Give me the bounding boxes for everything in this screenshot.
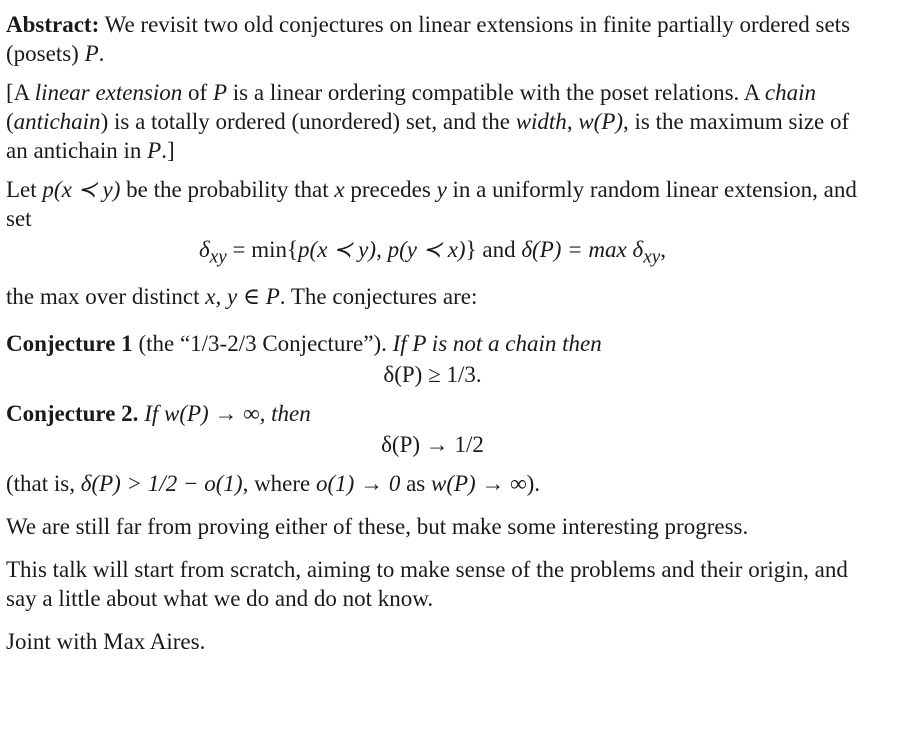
clar-text-2: , where [242, 470, 316, 496]
clar-math-1: δ(P) > 1/2 − o(1) [80, 470, 243, 496]
abstract-text: We revisit two old conjectures on linear extensions in finite partially ordered sets (posets) [6, 12, 851, 66]
term-width: width [515, 109, 567, 134]
conjecture-1-name: (the “1/3-2/3 Conjecture”). [132, 330, 387, 356]
clar-text-3: as [400, 470, 431, 496]
probability-expression: p(x ≺ y) [42, 177, 121, 202]
def-text-4: ) is a totally ordered (unordered) set, and the [100, 109, 516, 134]
prob-x-before-y: p(x ≺ y) [298, 237, 377, 262]
width-expression: w(P) [578, 109, 624, 134]
def-text-3: ( [6, 109, 14, 134]
conjecture-1 [6, 329, 859, 358]
prob-y-before-x: p(y ≺ x) [387, 237, 466, 262]
prob-text-2: be the probability that [120, 177, 335, 202]
max-text-2: . The conjectures are: [279, 283, 478, 309]
delta-definition-display [6, 235, 859, 272]
min-operator: = min{ [226, 237, 299, 262]
abstract-end: . [98, 41, 105, 66]
var-y: y [436, 177, 447, 202]
trailing-comma: , [660, 237, 666, 262]
prob-text-4: in a uniformly random linear extension, and set [6, 177, 857, 231]
conjecture-1-statement: If P is not a chain then [386, 330, 602, 356]
def-text-5: , [566, 109, 579, 134]
delta-symbol: δ [199, 237, 210, 262]
abstract-label: Abstract: [6, 12, 100, 37]
max-text-1: the max over distinct [6, 283, 206, 309]
def-close: .] [161, 138, 175, 163]
delta-subscript: xy [643, 246, 661, 268]
brace-close: } [465, 237, 477, 262]
conjecture-2-statement: If w(P) → ∞, then [138, 400, 311, 426]
delta-subscript: xy [209, 246, 227, 268]
var-x: x [334, 177, 345, 202]
def-open: [A [6, 80, 35, 105]
delta-of-P-max: δ(P) = max δ [521, 237, 644, 262]
def-text-2: is a linear ordering compatible with the poset relations. A [227, 80, 765, 105]
abstract-paragraph [6, 10, 859, 68]
clarification-paragraph [6, 469, 859, 498]
conjecture-2-display: δ(P) → 1/2 [381, 431, 484, 457]
definitions-paragraph [6, 78, 859, 165]
clar-math-3: w(P) → ∞ [431, 470, 527, 496]
conjecture-1-display: δ(P) ≥ 1/3. [383, 361, 482, 387]
clar-math-2: o(1) → 0 [316, 470, 401, 496]
clar-text-1: (that is, [6, 470, 81, 496]
max-note-paragraph [6, 282, 859, 311]
conjecture-1-heading: Conjecture 1 [6, 330, 133, 356]
comma: , [376, 237, 388, 262]
distinct-variables: x, y ∈ P [205, 283, 280, 309]
and-word: and [476, 237, 522, 262]
joint-work-note: Joint with Max Aires. [6, 628, 206, 654]
poset-symbol: P [147, 138, 162, 163]
def-text-1: of [182, 80, 213, 105]
conjecture-2 [6, 399, 859, 428]
progress-paragraph: We are still far from proving either of these, but make some interesting progress. [6, 513, 749, 539]
term-linear-extension: linear extension [34, 80, 183, 105]
def-text-6: , is the maximum size of an antichain in [6, 109, 850, 163]
probability-paragraph [6, 175, 859, 233]
poset-symbol: P [212, 80, 228, 105]
poset-symbol: P [84, 41, 99, 66]
prob-text-1: Let [6, 177, 43, 202]
term-antichain: antichain [13, 109, 101, 134]
conjecture-2-heading: Conjecture 2. [6, 400, 139, 426]
talk-paragraph: This talk will start from scratch, aiming to make sense of the problems and their origin, and say a little about what we do and do not know. [6, 556, 848, 611]
prob-text-3: precedes [344, 177, 437, 202]
term-chain: chain [764, 80, 816, 105]
clar-text-4: ). [526, 470, 541, 496]
